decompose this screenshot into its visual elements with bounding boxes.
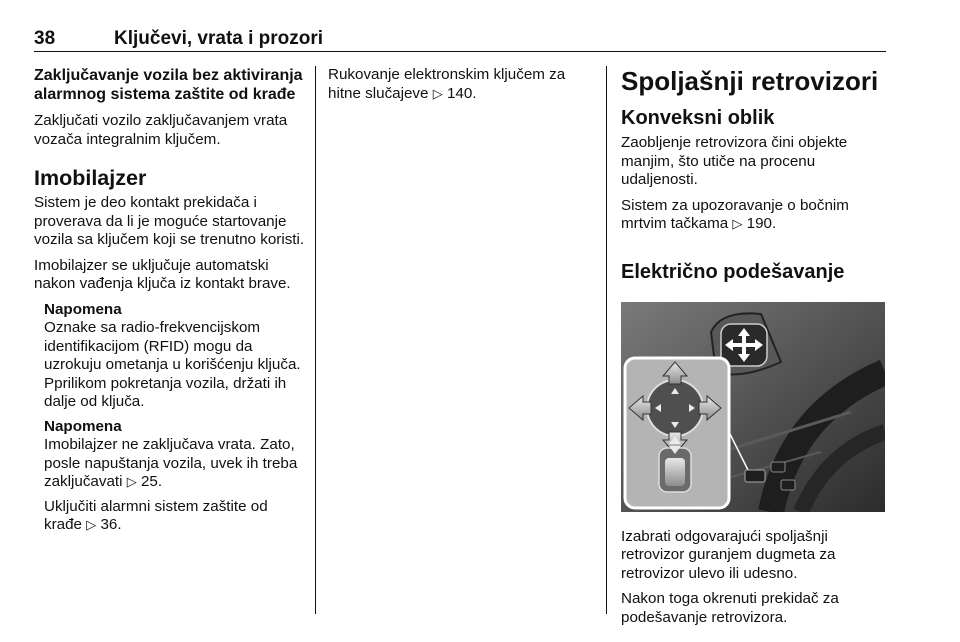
column-divider-2 bbox=[606, 66, 607, 614]
convex-paragraph-1: Zaobljenje retrovizora čini objekte manjim, što utiče na procenu udaljenosti. bbox=[621, 134, 848, 188]
electric-paragraph-1: Izabrati odgovarajući spoljašnji retrovizor guranjem dugmeta za retrovizor ulevo ili udesno. bbox=[621, 527, 836, 582]
electronic-key-text: Rukovanje elektronskim ključem za hitne slučajeve ▷ 140. bbox=[328, 66, 566, 102]
immobilizer-paragraph-2: Imobilajzer se uključuje automatski nakon vađenja ključa iz kontakt brave. bbox=[34, 256, 291, 292]
note-rfid bbox=[44, 301, 306, 535]
section-heading: Spoljašnji retrovizori bbox=[621, 66, 879, 96]
mirror-switch-illustration bbox=[621, 302, 885, 512]
note-text: Oznake sa radio-frekvencijskom identifikacijom (RFID) mogu da uzrokuju ometanja u korišćenju ključa. Pprilikom pokretanja vozila, držati ih dalje od ključa. bbox=[44, 319, 301, 410]
alarm-lock-heading: Zaključavanje vozila bez aktiviranja alarmnog sistema zaštite od krađe bbox=[34, 67, 303, 103]
reference-arrow-icon: ▷ bbox=[432, 85, 443, 101]
electric-adjust-heading: Električno podešavanje bbox=[621, 260, 845, 283]
page-reference-link[interactable]: 140. bbox=[446, 84, 477, 102]
mirror-switch-drawing bbox=[621, 302, 885, 512]
page-reference-link[interactable]: 25. bbox=[140, 473, 163, 490]
note-title: Napomena bbox=[44, 300, 122, 318]
note-title: Napomena bbox=[44, 417, 122, 435]
reference-arrow-icon: ▷ bbox=[732, 216, 743, 231]
convex-heading: Konveksni oblik bbox=[621, 107, 775, 129]
column-left bbox=[34, 66, 306, 541]
alarm-lock-text: Zaključati vozilo zaključavanjem vrata vozača integralnim ključem. bbox=[34, 112, 288, 148]
column-middle bbox=[328, 66, 598, 110]
column-divider-1 bbox=[315, 66, 316, 614]
column-right bbox=[621, 66, 889, 634]
reference-arrow-icon: ▷ bbox=[86, 517, 97, 532]
page-reference-link[interactable]: 36. bbox=[100, 516, 122, 533]
alarm-enable-text: Uključiti alarmni sistem zaštite od krađe ▷ 36. bbox=[44, 497, 268, 533]
chapter-title: Ključevi, vrata i prozori bbox=[114, 28, 324, 49]
page-number: 38 bbox=[34, 28, 56, 49]
immobilizer-paragraph-1: Sistem je deo kontakt prekidača i proverava da li je moguće startovanje vozila sa ključem koji se trenutno koristi. bbox=[34, 194, 305, 248]
page-reference-link[interactable]: 190. bbox=[746, 215, 777, 232]
electric-paragraph-2: Nakon toga okrenuti prekidač za podešavanje retrovizora. bbox=[621, 590, 839, 626]
note-text: Imobilajzer ne zaključava vrata. Zato, posle napuštanja vozila, uvek ih treba zaključavati ▷ 25. bbox=[44, 436, 298, 490]
header-rule bbox=[34, 51, 886, 52]
convex-paragraph-2: Sistem za upozoravanje o bočnim mrtvim tačkama ▷ 190. bbox=[621, 196, 849, 232]
reference-arrow-icon: ▷ bbox=[126, 474, 137, 489]
immobilizer-heading: Imobilajzer bbox=[34, 166, 147, 190]
page-header bbox=[34, 20, 886, 52]
